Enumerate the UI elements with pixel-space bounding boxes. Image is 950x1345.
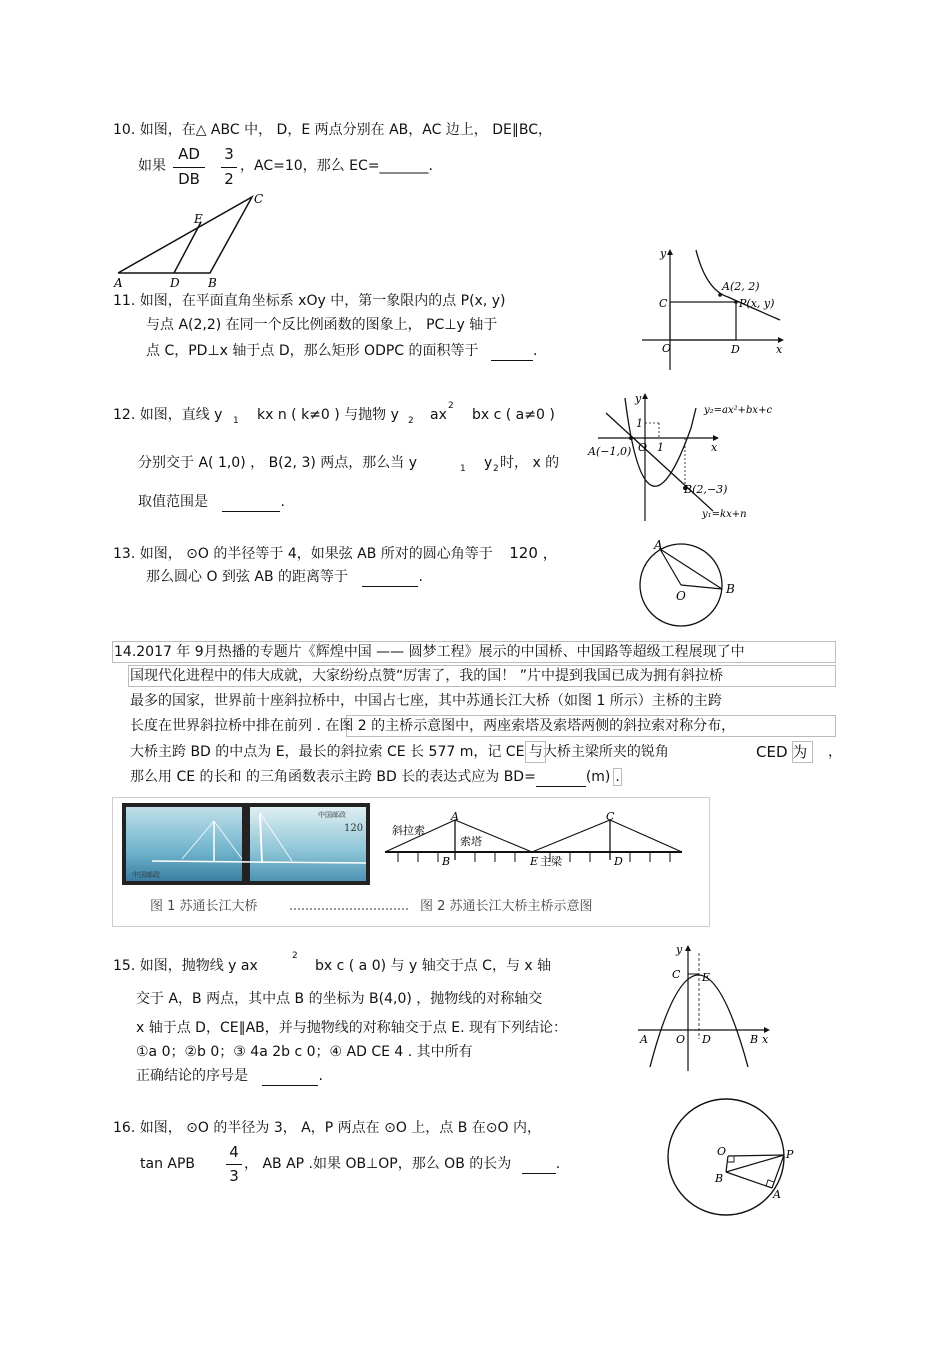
q14-line6b: (m) bbox=[585, 769, 611, 785]
q12-line1a: 12. 如图，直线 y bbox=[113, 407, 223, 423]
q13-circle-figure bbox=[640, 538, 750, 633]
q10-rhs-den: 2 bbox=[224, 170, 234, 188]
q16-segment-ob bbox=[726, 1156, 728, 1172]
q16-tan: tan APB bbox=[140, 1156, 196, 1172]
q14-caption-1: 图 1 苏通长江大桥 bbox=[150, 899, 258, 914]
q11-label-p: P(x, y) bbox=[739, 297, 775, 310]
q12-label-x: x bbox=[711, 441, 718, 454]
q12-point-a bbox=[629, 436, 633, 440]
q16-segment-op bbox=[728, 1155, 784, 1156]
q11-label-y: y bbox=[660, 247, 667, 260]
q14-stamp-footer: 中国邮政 bbox=[132, 871, 160, 879]
q12-label-b: B(2,−3) bbox=[684, 483, 728, 496]
q10-label-a: A bbox=[114, 276, 123, 290]
q10-answer-blank[interactable]: _______ bbox=[379, 158, 429, 174]
q12-line3 bbox=[138, 493, 285, 512]
q16-circle-figure bbox=[662, 1098, 802, 1218]
q11-point-p bbox=[734, 300, 738, 304]
q10-segment-de bbox=[174, 222, 201, 273]
q15-line4: ①a 0；②b 0；③ 4a 2b c 0；④ AD CE 4 . 其中所有 bbox=[136, 1044, 473, 1060]
q16-label-o: O bbox=[717, 1145, 727, 1158]
q15-line2: 交于 A，B 两点，其中点 B 的坐标为 B(4,0) ，抛物线的对称轴交 bbox=[136, 991, 543, 1007]
q16-frac-num: 4 bbox=[229, 1143, 239, 1161]
q13-line1-text: 13. 如图， ⊙O 的半径等于 4，如果弦 AB 所对的圆心角等于 bbox=[113, 546, 493, 562]
q12-label-a: A(−1,0) bbox=[588, 445, 632, 458]
q13-label-b: B bbox=[726, 582, 735, 596]
q14-line6-text: 那么用 CE 的长和 的三角函数表示主跨 BD 长的表达式应为 BD= bbox=[130, 769, 536, 785]
q12-y2-sub-a: 2 bbox=[408, 416, 414, 426]
q14-stamp-cable-right bbox=[260, 813, 292, 861]
q16-rest-text: ， AB AP .如果 OB⊥OP，那么 OB 的长为 bbox=[244, 1156, 512, 1172]
q16-answer-blank[interactable] bbox=[522, 1155, 556, 1174]
q14-ji-box bbox=[525, 741, 546, 763]
q13-angle: 120 ， bbox=[509, 544, 558, 562]
q14-label-e: E bbox=[530, 855, 539, 868]
q12-y1-sub-b: 1 bbox=[460, 464, 466, 474]
q15-label-o: O bbox=[676, 1033, 686, 1046]
q10-line1: 10. 如图，在△ ABC 中， D，E 两点分别在 AB，AC 边上， DE∥BC， bbox=[113, 122, 553, 138]
q12-line1b: kx n ( k≠0 ) 与抛物 y bbox=[257, 407, 399, 423]
q11-line3-text: 点 C，PD⊥x 轴于点 D，那么矩形 ODPC 的面积等于 bbox=[146, 343, 479, 359]
q14-line5a: 大桥主跨 BD 的中点为 E，最长的斜拉索 CE 长 577 m，记 CE 与大桥主梁所夹的锐角 bbox=[130, 744, 669, 760]
q12-y-arrow bbox=[642, 393, 648, 399]
q11-graph-figure bbox=[640, 245, 790, 375]
q14-line5c: ， bbox=[828, 744, 842, 760]
q11-end: . bbox=[532, 343, 538, 359]
q14-stamp-pair bbox=[122, 803, 370, 885]
q15-answer-blank[interactable] bbox=[262, 1067, 318, 1086]
q12-line1d: bx c ( a≠0 ) bbox=[472, 407, 555, 423]
q12-answer-blank[interactable] bbox=[222, 493, 280, 512]
q14-label-d: D bbox=[614, 855, 623, 868]
q15-label-y: y bbox=[676, 943, 683, 956]
q15-y-arrow bbox=[685, 945, 691, 951]
q16-rest bbox=[244, 1155, 560, 1174]
q14-stamp-title: 中国邮政 bbox=[318, 811, 346, 819]
q11-point-a bbox=[718, 293, 722, 297]
q12-graph-figure bbox=[588, 393, 788, 523]
q12-label-parabola: y₂=ax²+bx+c bbox=[704, 405, 773, 416]
q16-right-angle-o bbox=[728, 1156, 734, 1162]
q10-label-d: D bbox=[170, 276, 180, 290]
q14-label-cable: 斜拉索 bbox=[392, 824, 425, 837]
q11-label-d: D bbox=[731, 343, 740, 356]
q15-parabola-figure bbox=[636, 943, 776, 1073]
q14-stamp-cable-left2 bbox=[214, 821, 242, 859]
q14-answer-blank[interactable] bbox=[536, 768, 586, 787]
q15-label-x: x bbox=[762, 1033, 769, 1046]
q16-line1: 16. 如图， ⊙O 的半径为 3， A，P 两点在 ⊙O 上，点 B 在⊙O 内， bbox=[113, 1120, 541, 1136]
q14-stamp-deck bbox=[152, 861, 366, 863]
q14-cables-c bbox=[532, 820, 682, 852]
q12-label-1x: 1 bbox=[657, 441, 664, 454]
q10-frac-bar bbox=[173, 167, 205, 168]
q14-line4: 长度在世界斜拉桥中排在前列 . 在图 2 的主桥示意图中，两座索塔及索塔两侧的斜拉索对称分布， bbox=[130, 718, 736, 734]
q15-end: . bbox=[318, 1068, 323, 1084]
q16-segment-ba bbox=[726, 1172, 772, 1188]
q12-line3-text: 取值范围是 bbox=[138, 494, 208, 510]
q14-wei-box bbox=[792, 741, 813, 763]
q14-line5b: CED 为 bbox=[756, 743, 808, 761]
q12-label-y: y bbox=[635, 392, 642, 405]
q12-line2c: 时， x 的 bbox=[500, 455, 560, 471]
q14-line2: 国现代化进程中的伟大成就，大家纷纷点赞“厉害了，我的国！ ”片中提到我国已成为拥有斜拉桥 bbox=[130, 668, 723, 684]
q13-label-a: A bbox=[654, 538, 663, 552]
q15-label-c: C bbox=[672, 968, 681, 981]
q14-caption-dots bbox=[290, 908, 408, 910]
q14-bridge-diagram bbox=[380, 810, 690, 880]
q14-label-deck: 主梁 bbox=[540, 855, 562, 868]
q10-rest bbox=[240, 157, 433, 175]
q14-label-b: B bbox=[442, 855, 451, 868]
q13-label-o: O bbox=[676, 589, 686, 603]
q10-label-b: B bbox=[208, 276, 217, 290]
q12-y1-sub-a: 1 bbox=[233, 416, 239, 426]
q12-end: . bbox=[280, 494, 285, 510]
q14-stamp-bridge-art bbox=[122, 803, 370, 885]
q13-chord-ab bbox=[660, 549, 722, 589]
q16-frac-bar bbox=[226, 1164, 242, 1165]
q14-line1: 14.2017 年 9月热播的专题片《辉煌中国 —— 圆梦工程》展示的中国桥、中国路等超级工程展现了中 bbox=[114, 644, 745, 660]
q12-label-line: y₁=kx+n bbox=[702, 509, 747, 520]
q12-label-1y: 1 bbox=[636, 417, 643, 430]
q10-label-c: C bbox=[254, 192, 264, 206]
q14-stamp-cable-left bbox=[182, 821, 214, 859]
q10-rest-text: ，AC=10，那么 EC= bbox=[240, 158, 380, 174]
q10-rhs-bar bbox=[221, 167, 237, 168]
q16-label-p: P bbox=[786, 1148, 794, 1161]
q15-label-a: A bbox=[640, 1033, 648, 1046]
q14-end: . bbox=[615, 769, 620, 785]
q10-frac-den: DB bbox=[178, 170, 200, 188]
q10-triangle-figure bbox=[110, 190, 280, 290]
q15-label-e: E bbox=[702, 971, 711, 984]
q11-y-arrow bbox=[667, 249, 673, 255]
q14-line3: 最多的国家，世界前十座斜拉桥中，中国占七座，其中苏通长江大桥（如图 1 所示）主桥的主跨 bbox=[130, 693, 722, 709]
q12-line1c: ax bbox=[430, 407, 447, 423]
q12-line2b: y bbox=[484, 455, 493, 471]
q14-caption-2: 图 2 苏通长江大桥主桥示意图 bbox=[420, 899, 593, 914]
q16-frac-den: 3 bbox=[229, 1167, 239, 1185]
q10-frac-num: AD bbox=[178, 145, 200, 163]
q11-rectangle-odpc bbox=[670, 302, 736, 340]
q10-if-prefix: 如果 bbox=[138, 158, 166, 174]
q11-label-o: O bbox=[662, 342, 672, 355]
q10-end: . bbox=[428, 158, 433, 174]
q14-stamp-value: 120 bbox=[344, 823, 364, 834]
q15-label-b: B bbox=[750, 1033, 759, 1046]
q11-line2: 与点 A(2,2) 在同一个反比例函数的图象上， PC⊥y 轴于 bbox=[146, 317, 498, 333]
q15-line1b: bx c ( a 0) 与 y 轴交于点 C，与 x 轴 bbox=[315, 958, 552, 974]
q11-line3 bbox=[146, 342, 537, 361]
q12-sup2: 2 bbox=[448, 401, 454, 411]
q10-label-e: E bbox=[194, 212, 203, 226]
q11-answer-blank[interactable] bbox=[491, 342, 533, 361]
q13-answer-blank[interactable] bbox=[362, 568, 418, 587]
q14-stamp-tower-right bbox=[260, 813, 262, 863]
q14-line6 bbox=[130, 768, 622, 787]
q15-label-d: D bbox=[702, 1033, 711, 1046]
q14-label-a: A bbox=[451, 810, 459, 823]
q15-line1a: 15. 如图，抛物线 y ax bbox=[113, 958, 258, 974]
q13-line1 bbox=[113, 544, 558, 563]
q14-label-tower: 索塔 bbox=[460, 835, 482, 848]
q13-radius-oa bbox=[660, 549, 681, 585]
q12-y2-sub-b: 2 bbox=[493, 464, 499, 474]
q12-line2a: 分别交于 A( 1,0) ， B(2, 3) 两点，那么当 y bbox=[138, 455, 417, 471]
q14-label-c: C bbox=[606, 810, 615, 823]
q10-rhs-num: 3 bbox=[224, 145, 234, 163]
q13-line2 bbox=[146, 568, 423, 587]
q16-label-a: A bbox=[773, 1188, 781, 1201]
q12-label-o: O bbox=[638, 441, 648, 454]
q13-end: . bbox=[418, 569, 423, 585]
q15-line5 bbox=[136, 1067, 323, 1086]
q11-label-c: C bbox=[659, 297, 668, 310]
q12-line-y1 bbox=[606, 413, 713, 511]
q11-line1: 11. 如图，在平面直角坐标系 xOy 中，第一象限内的点 P(x, y) bbox=[113, 293, 506, 309]
q10-triangle-lines bbox=[118, 197, 252, 273]
q16-end: . bbox=[555, 1156, 561, 1172]
q15-line3: x 轴于点 D，CE∥AB，并与抛物线的对称轴交于点 E. 现有下列结论： bbox=[136, 1020, 567, 1036]
q15-line5-text: 正确结论的序号是 bbox=[136, 1068, 248, 1084]
q11-label-x: x bbox=[776, 343, 783, 356]
q13-line2-text: 那么圆心 O 到弦 AB 的距离等于 bbox=[146, 569, 349, 585]
q16-segment-bp bbox=[726, 1155, 784, 1172]
q15-sup2: 2 bbox=[292, 951, 298, 961]
q11-label-a: A(2, 2) bbox=[722, 280, 760, 293]
q16-label-b: B bbox=[715, 1172, 724, 1185]
